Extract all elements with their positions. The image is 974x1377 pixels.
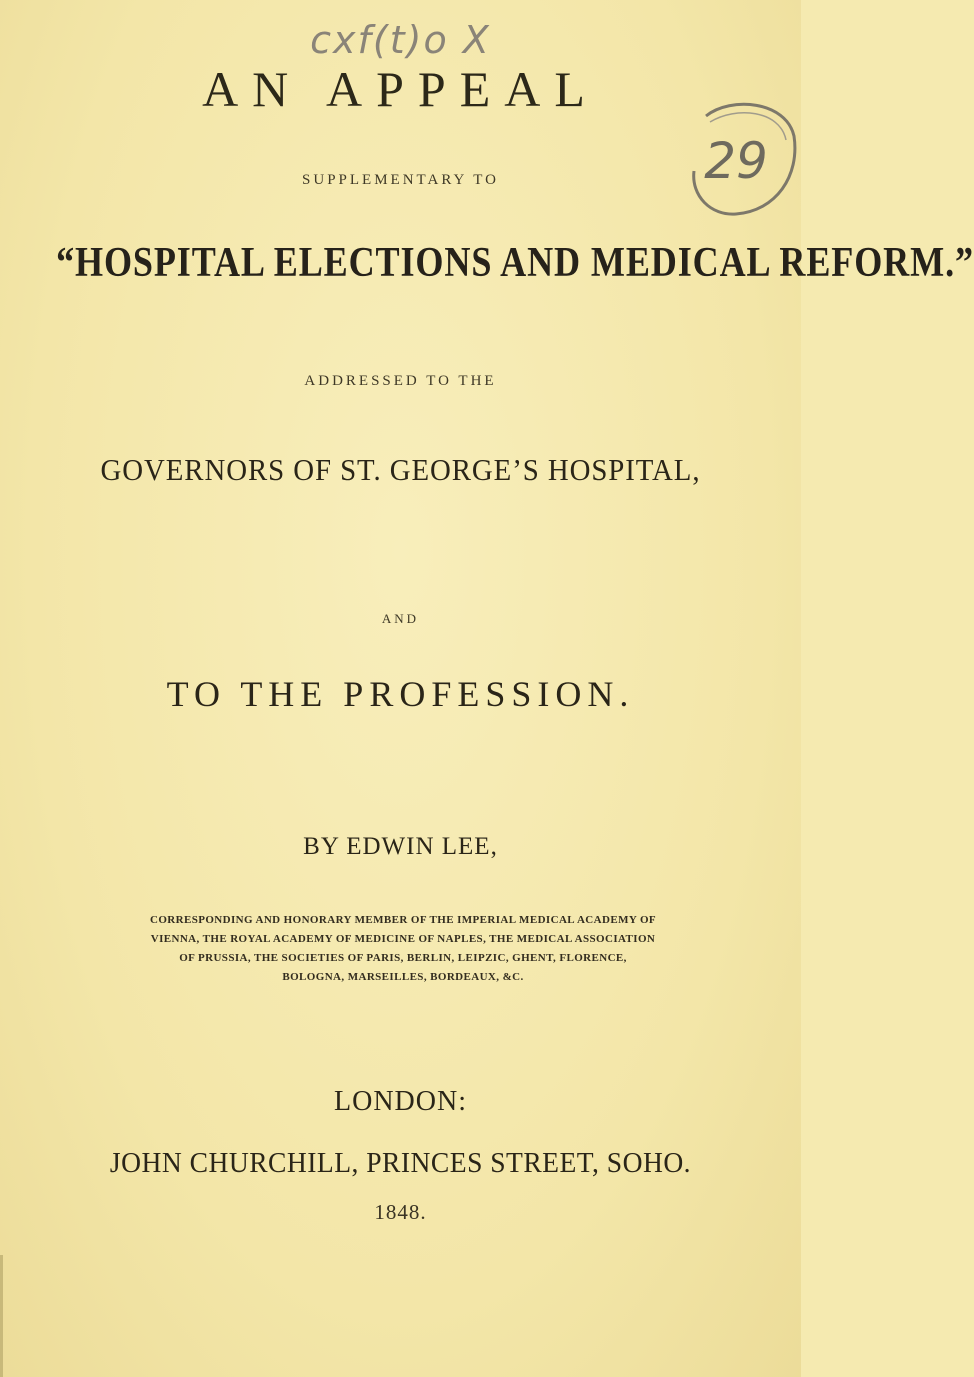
- handwritten-shelf-mark: cxf(t)o X: [310, 18, 491, 62]
- credentials-line: BOLOGNA, MARSEILLES, BORDEAUX, &C.: [282, 971, 524, 983]
- recipients-profession: TO THE PROFESSION.: [166, 674, 635, 714]
- imprint-publisher: JOHN CHURCHILL, PRINCES STREET, SOHO.: [109, 1147, 692, 1179]
- and-label: AND: [381, 611, 420, 626]
- author-line: BY EDWIN LEE,: [303, 833, 498, 860]
- main-title: AN APPEAL: [202, 61, 599, 117]
- credentials-line: CORRESPONDING AND HONORARY MEMBER OF THE IMPERIAL MEDICAL ACADEMY OF: [149, 914, 657, 926]
- binding-edge: [0, 1255, 3, 1377]
- addressed-label: ADDRESSED TO THE: [304, 373, 497, 389]
- library-stamp-icon: [676, 96, 798, 221]
- imprint-place: LONDON:: [334, 1086, 467, 1117]
- credentials-line: OF PRUSSIA, THE SOCIETIES OF PARIS, BERLIN, LEIPZIC, GHENT, FLORENCE,: [179, 952, 627, 964]
- recipients-governors: GOVERNORS OF ST. GEORGE’S HOSPITAL,: [100, 452, 701, 487]
- author-credentials: [92, 911, 714, 987]
- imprint-year: 1848.: [374, 1200, 427, 1224]
- supplementary-label: SUPPLEMENTARY TO: [302, 172, 499, 188]
- stamp-number: 29: [704, 132, 768, 190]
- work-title: “HOSPITAL ELECTIONS AND MEDICAL REFORM.”: [56, 240, 974, 286]
- credentials-line: VIENNA, THE ROYAL ACADEMY OF MEDICINE OF NAPLES, THE MEDICAL ASSOCIATION: [150, 933, 656, 945]
